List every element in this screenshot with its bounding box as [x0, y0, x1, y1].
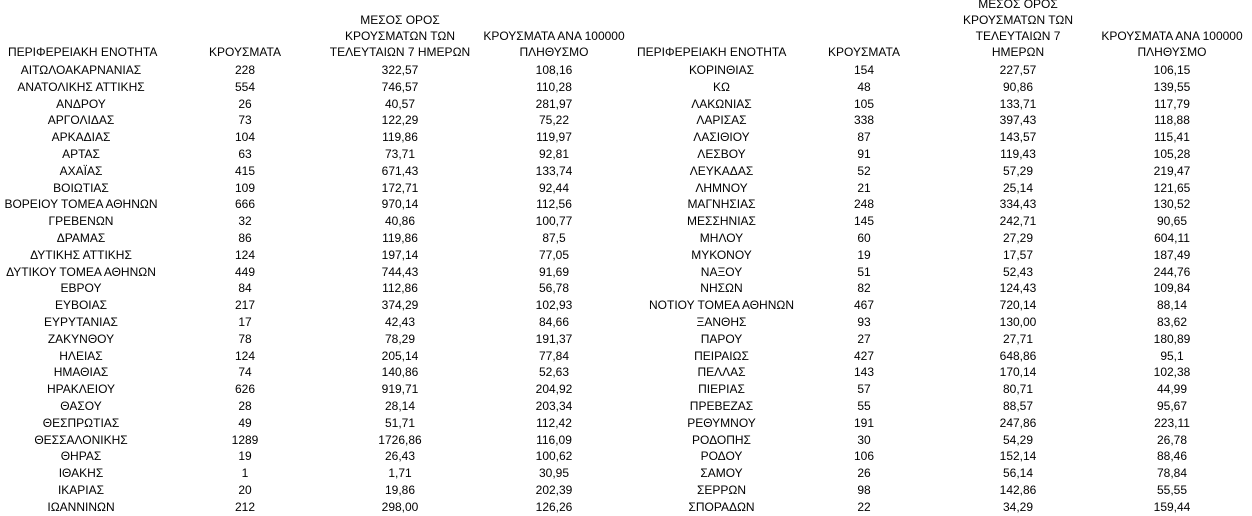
- table-row: [0, 448, 632, 465]
- region-cell: ΔΥΤΙΚΟΥ ΤΟΜΕΑ ΑΘΗΝΩΝ: [6, 264, 156, 279]
- avg-7-days-cell: 1,71: [388, 466, 412, 481]
- table-row: [632, 297, 1252, 314]
- cases-cell: 93: [857, 314, 871, 329]
- avg-7-days-cell: 51,71: [384, 415, 416, 430]
- per-100000-cell: 100,62: [535, 449, 573, 464]
- table-row: [632, 264, 1252, 281]
- avg-7-days-cell: 648,86: [999, 348, 1037, 363]
- avg-7-days-cell: 205,14: [381, 348, 419, 363]
- per-100000-cell: 108,16: [535, 63, 573, 77]
- per-100000-cell: 126,26: [535, 499, 573, 514]
- avg-7-days-cell: 170,14: [999, 365, 1037, 380]
- header-cases: ΚΡΟΥΣΜΑΤΑ: [828, 45, 900, 59]
- per-100000-cell: 88,14: [1156, 298, 1188, 313]
- per-100000-cell: 133,74: [535, 163, 573, 178]
- table-row: [0, 196, 632, 213]
- region-cell: ΣΑΜΟΥ: [700, 466, 743, 481]
- region-cell: ΚΩ: [713, 79, 730, 94]
- avg-7-days-cell: 374,29: [381, 298, 419, 313]
- avg-7-days-cell: 78,29: [384, 331, 416, 346]
- avg-7-days-cell: 746,57: [381, 79, 419, 94]
- region-cell: ΛΑΚΩΝΙΑΣ: [691, 96, 752, 111]
- table-row: [632, 280, 1252, 297]
- region-cell: ΠΡΕΒΕΖΑΣ: [689, 398, 754, 413]
- header-cases-per-100000: ΚΡΟΥΣΜΑΤΑ ΑΝΑ 100000 ΠΛΗΘΥΣΜΟ: [483, 29, 625, 59]
- avg-7-days-cell: 242,71: [999, 214, 1037, 229]
- per-100000-cell: 281,97: [535, 96, 573, 111]
- per-100000-cell: 109,84: [1153, 281, 1191, 296]
- table-row: [0, 129, 632, 146]
- header-cases-per-100000: ΚΡΟΥΣΜΑΤΑ ΑΝΑ 100000 ΠΛΗΘΥΣΜΟ: [1101, 29, 1243, 59]
- per-100000-cell: 106,15: [1153, 63, 1191, 77]
- table-row: [0, 280, 632, 297]
- region-cell: ΗΡΑΚΛΕΙΟΥ: [46, 382, 116, 397]
- table-row: [632, 348, 1252, 365]
- avg-7-days-cell: 27,71: [1002, 331, 1034, 346]
- table-row: [632, 213, 1252, 230]
- avg-7-days-cell: 720,14: [999, 298, 1037, 313]
- table-row: [632, 482, 1252, 499]
- per-100000-cell: 92,81: [538, 146, 570, 161]
- header-region: ΠΕΡΙΦΕΡΕΙΑΚΗ ΕΝΟΤΗΤΑ: [8, 45, 158, 59]
- table-row: [632, 96, 1252, 113]
- table-row: [0, 213, 632, 230]
- cases-cell: 124: [234, 247, 256, 262]
- per-100000-cell: 117,79: [1154, 96, 1190, 111]
- cases-cell: 63: [238, 146, 252, 161]
- region-cell: ΡΟΔΟΥ: [700, 449, 743, 464]
- per-100000-cell: 244,76: [1153, 264, 1191, 279]
- per-100000-cell: 83,62: [1156, 314, 1188, 329]
- region-cell: ΓΡΕΒΕΝΩΝ: [48, 214, 114, 229]
- region-cell: ΑΡΚΑΔΙΑΣ: [51, 130, 111, 145]
- avg-7-days-cell: 80,71: [1002, 382, 1034, 397]
- cases-cell: 467: [853, 298, 875, 313]
- table-row: [632, 331, 1252, 348]
- cases-cell: 1: [241, 466, 249, 481]
- region-cell: ΡΟΔΟΠΗΣ: [692, 432, 751, 447]
- cases-cell: 30: [857, 432, 871, 447]
- avg-7-days-cell: 119,43: [1000, 146, 1036, 161]
- table-row: [632, 314, 1252, 331]
- per-100000-cell: 95,1: [1160, 348, 1184, 363]
- region-cell: ΞΑΝΘΗΣ: [696, 314, 747, 329]
- table-row: [632, 415, 1252, 432]
- right-table-rows: [632, 62, 1252, 516]
- table-row: [632, 180, 1252, 197]
- cases-cell: 28: [238, 398, 252, 413]
- avg-7-days-cell: 744,43: [381, 264, 419, 279]
- per-100000-cell: 26,78: [1156, 432, 1188, 447]
- per-100000-cell: 44,99: [1156, 382, 1188, 397]
- table-row: [632, 62, 1252, 79]
- table-row: [632, 230, 1252, 247]
- table-row: [0, 482, 632, 499]
- per-100000-cell: 88,46: [1156, 449, 1188, 464]
- region-cell: ΙΘΑΚΗΣ: [58, 466, 104, 481]
- avg-7-days-cell: 56,14: [1002, 466, 1034, 481]
- region-cell: ΘΗΡΑΣ: [60, 449, 102, 464]
- table-row: [0, 499, 632, 516]
- region-cell: ΑΡΓΟΛΙΔΑΣ: [47, 113, 115, 128]
- per-100000-cell: 139,55: [1153, 79, 1191, 94]
- region-cell: ΙΚΑΡΙΑΣ: [57, 482, 105, 497]
- per-100000-cell: 180,89: [1153, 331, 1191, 346]
- avg-7-days-cell: 73,71: [384, 146, 416, 161]
- per-100000-cell: 92,44: [538, 180, 570, 195]
- table-row: [632, 448, 1252, 465]
- table-row: [632, 398, 1252, 415]
- table-row: [632, 146, 1252, 163]
- table-row: [632, 381, 1252, 398]
- table-row: [0, 96, 632, 113]
- avg-7-days-cell: 26,43: [384, 449, 416, 464]
- avg-7-days-cell: 133,71: [999, 96, 1037, 111]
- cases-cell: 124: [234, 348, 256, 363]
- per-100000-cell: 77,05: [538, 247, 570, 262]
- header-avg-7-days: ΜΕΣΟΣ ΟΡΟΣ ΚΡΟΥΣΜΑΤΩΝ ΤΩΝ ΤΕΛΕΥΤΑΙΩΝ 7 ΗΜΕΡΩΝ: [329, 13, 471, 59]
- avg-7-days-cell: 172,71: [381, 180, 419, 195]
- region-cell: ΗΜΑΘΙΑΣ: [53, 365, 109, 380]
- header-avg-7-days: ΜΕΣΟΣ ΟΡΟΣ ΚΡΟΥΣΜΑΤΩΝ ΤΩΝ ΤΕΛΕΥΤΑΙΩΝ 7 ΗΜΕΡΩΝ: [962, 0, 1074, 59]
- avg-7-days-cell: 130,00: [999, 314, 1037, 329]
- avg-7-days-cell: 142,86: [999, 482, 1037, 497]
- per-100000-cell: 91,69: [538, 264, 570, 279]
- cases-cell: 57: [857, 382, 871, 397]
- per-100000-cell: 115,41: [1154, 130, 1190, 145]
- cases-cell: 21: [857, 180, 871, 195]
- per-100000-cell: 116,09: [536, 432, 572, 447]
- region-cell: ΡΕΘΥΜΝΟΥ: [687, 415, 756, 430]
- cases-cell: 60: [857, 230, 871, 245]
- header-cases: ΚΡΟΥΣΜΑΤΑ: [209, 45, 281, 59]
- avg-7-days-cell: 124,43: [999, 281, 1037, 296]
- avg-7-days-cell: 34,29: [1002, 499, 1034, 514]
- per-100000-cell: 130,52: [1153, 197, 1191, 212]
- cases-cell: 217: [234, 298, 256, 313]
- region-cell: ΒΟΡΕΙΟΥ ΤΟΜΕΑ ΑΘΗΝΩΝ: [4, 197, 158, 212]
- per-100000-cell: 56,78: [538, 281, 570, 296]
- table-row: [0, 264, 632, 281]
- avg-7-days-cell: 28,14: [384, 398, 416, 413]
- cases-cell: 145: [853, 214, 875, 229]
- avg-7-days-cell: 919,71: [381, 382, 419, 397]
- region-cell: ΜΥΚΟΝΟΥ: [691, 247, 752, 262]
- table-row: [0, 398, 632, 415]
- cases-cell: 84: [238, 281, 252, 296]
- table-row: [0, 465, 632, 482]
- per-100000-cell: 77,84: [538, 348, 570, 363]
- per-100000-cell: 105,28: [1153, 146, 1191, 161]
- avg-7-days-cell: 322,57: [381, 63, 419, 77]
- cases-cell: 109: [234, 180, 256, 195]
- region-cell: ΜΑΓΝΗΣΙΑΣ: [687, 197, 756, 212]
- region-cell: ΝΟΤΙΟΥ ΤΟΜΕΑ ΑΘΗΝΩΝ: [648, 298, 795, 313]
- table-row: [0, 247, 632, 264]
- region-cell: ΛΕΥΚΑΔΑΣ: [689, 163, 754, 178]
- cases-cell: 27: [857, 331, 871, 346]
- region-cell: ΣΠΟΡΑΔΩΝ: [688, 499, 755, 514]
- avg-7-days-cell: 27,29: [1002, 230, 1034, 245]
- region-cell: ΠΕΙΡΑΙΩΣ: [694, 348, 749, 363]
- table-row: [632, 432, 1252, 449]
- right-table: [632, 0, 1252, 515]
- per-100000-cell: 121,65: [1153, 180, 1191, 195]
- avg-7-days-cell: 40,57: [384, 96, 416, 111]
- cases-cell: 98: [857, 482, 871, 497]
- cases-cell: 19: [857, 247, 871, 262]
- region-cell: ΔΡΑΜΑΣ: [56, 230, 106, 245]
- avg-7-days-cell: 334,43: [999, 197, 1037, 212]
- region-cell: ΒΟΙΩΤΙΑΣ: [53, 180, 109, 195]
- avg-7-days-cell: 90,86: [1002, 79, 1034, 94]
- table-row: [632, 129, 1252, 146]
- cases-cell: 106: [853, 449, 875, 464]
- per-100000-cell: 159,44: [1153, 499, 1191, 514]
- per-100000-cell: 30,95: [538, 466, 570, 481]
- region-cell: ΣΕΡΡΩΝ: [696, 482, 747, 497]
- cases-cell: 26: [857, 466, 871, 481]
- per-100000-cell: 95,67: [1156, 398, 1188, 413]
- cases-cell: 48: [857, 79, 871, 94]
- region-cell: ΗΛΕΙΑΣ: [59, 348, 103, 363]
- region-cell: ΜΗΛΟΥ: [699, 230, 744, 245]
- per-100000-cell: 84,66: [538, 314, 570, 329]
- left-table-rows: [0, 62, 632, 516]
- region-cell: ΑΙΤΩΛΟΑΚΑΡΝΑΝΙΑΣ: [20, 63, 142, 77]
- cases-cell: 248: [853, 197, 875, 212]
- cases-cell: 74: [238, 365, 252, 380]
- region-cell: ΕΒΡΟΥ: [60, 281, 102, 296]
- cases-cell: 17: [238, 314, 252, 329]
- table-row: [0, 62, 632, 79]
- table-row: [632, 465, 1252, 482]
- cases-cell: 415: [234, 163, 256, 178]
- cases-cell: 338: [853, 113, 875, 128]
- cases-cell: 626: [234, 382, 256, 397]
- table-row: [0, 146, 632, 163]
- region-cell: ΠΕΛΛΑΣ: [697, 365, 746, 380]
- per-100000-cell: 87,5: [542, 230, 566, 245]
- region-cell: ΠΑΡΟΥ: [700, 331, 743, 346]
- avg-7-days-cell: 112,86: [382, 281, 418, 296]
- cases-cell: 32: [238, 214, 252, 229]
- per-100000-cell: 202,39: [535, 482, 573, 497]
- table-row: [0, 163, 632, 180]
- region-cell: ΠΙΕΡΙΑΣ: [698, 382, 745, 397]
- per-100000-cell: 52,63: [538, 365, 570, 380]
- region-cell: ΕΥΡΥΤΑΝΙΑΣ: [44, 314, 118, 329]
- table-row: [0, 230, 632, 247]
- per-100000-cell: 119,97: [536, 130, 572, 145]
- per-100000-cell: 55,55: [1156, 482, 1188, 497]
- avg-7-days-cell: 122,29: [381, 113, 419, 128]
- per-100000-cell: 75,22: [538, 113, 570, 128]
- avg-7-days-cell: 970,14: [381, 197, 419, 212]
- avg-7-days-cell: 52,43: [1002, 264, 1034, 279]
- avg-7-days-cell: 143,57: [999, 130, 1037, 145]
- table-row: [0, 415, 632, 432]
- region-cell: ΜΕΣΣΗΝΙΑΣ: [687, 214, 756, 229]
- avg-7-days-cell: 54,29: [1002, 432, 1034, 447]
- table-row: [0, 314, 632, 331]
- region-cell: ΛΕΣΒΟΥ: [697, 146, 746, 161]
- table-row: [0, 381, 632, 398]
- table-row: [0, 112, 632, 129]
- cases-cell: 91: [857, 146, 871, 161]
- header-region: ΠΕΡΙΦΕΡΕΙΑΚΗ ΕΝΟΤΗΤΑ: [637, 45, 787, 59]
- cases-cell: 82: [857, 281, 871, 296]
- cases-cell: 449: [234, 264, 256, 279]
- region-cell: ΔΥΤΙΚΗΣ ΑΤΤΙΚΗΣ: [30, 247, 132, 262]
- per-100000-cell: 78,84: [1156, 466, 1188, 481]
- cases-cell: 554: [234, 79, 256, 94]
- table-row: [632, 364, 1252, 381]
- per-100000-cell: 100,77: [535, 214, 573, 229]
- cases-cell: 104: [234, 130, 256, 145]
- per-100000-cell: 191,37: [535, 331, 573, 346]
- cases-cell: 228: [234, 63, 256, 77]
- per-100000-cell: 102,38: [1153, 365, 1191, 380]
- cases-cell: 154: [853, 63, 875, 77]
- region-cell: ΛΑΣΙΘΙΟΥ: [693, 130, 750, 145]
- per-100000-cell: 118,88: [1154, 113, 1190, 128]
- table-row: [632, 499, 1252, 516]
- cases-cell: 22: [857, 499, 871, 514]
- cases-cell: 427: [853, 348, 875, 363]
- region-cell: ΕΥΒΟΙΑΣ: [54, 298, 108, 313]
- avg-7-days-cell: 17,57: [1002, 247, 1034, 262]
- avg-7-days-cell: 57,29: [1002, 163, 1034, 178]
- cases-cell: 212: [234, 499, 256, 514]
- cases-cell: 49: [238, 415, 252, 430]
- region-cell: ΝΗΣΩΝ: [700, 281, 743, 296]
- avg-7-days-cell: 88,57: [1002, 398, 1034, 413]
- per-100000-cell: 604,11: [1154, 230, 1190, 245]
- per-100000-cell: 203,34: [535, 398, 573, 413]
- per-100000-cell: 219,47: [1153, 163, 1191, 178]
- avg-7-days-cell: 119,86: [382, 130, 418, 145]
- region-cell: ΖΑΚΥΝΘΟΥ: [47, 331, 115, 346]
- region-cell: ΚΟΡΙΝΘΙΑΣ: [688, 63, 755, 77]
- table-row: [632, 196, 1252, 213]
- cases-cell: 52: [857, 163, 871, 178]
- avg-7-days-cell: 119,86: [382, 230, 418, 245]
- avg-7-days-cell: 140,86: [381, 365, 419, 380]
- table-row: [632, 163, 1252, 180]
- region-cell: ΑΧΑΪΑΣ: [59, 163, 103, 178]
- region-cell: ΘΑΣΟΥ: [60, 398, 102, 413]
- region-cell: ΑΝΔΡΟΥ: [56, 96, 106, 111]
- region-cell: ΛΑΡΙΣΑΣ: [696, 113, 747, 128]
- region-cell: ΘΕΣΣΑΛΟΝΙΚΗΣ: [34, 432, 128, 447]
- avg-7-days-cell: 298,00: [381, 499, 419, 514]
- avg-7-days-cell: 671,43: [381, 163, 419, 178]
- table-row: [0, 79, 632, 96]
- avg-7-days-cell: 197,14: [381, 247, 419, 262]
- avg-7-days-cell: 19,86: [384, 482, 416, 497]
- per-100000-cell: 223,11: [1154, 415, 1190, 430]
- cases-cell: 666: [234, 197, 256, 212]
- per-100000-cell: 112,42: [536, 415, 572, 430]
- cases-cell: 86: [238, 230, 252, 245]
- cases-cell: 143: [853, 365, 875, 380]
- avg-7-days-cell: 1726,86: [378, 432, 422, 447]
- cases-cell: 20: [238, 482, 252, 497]
- cases-cell: 87: [857, 130, 871, 145]
- avg-7-days-cell: 25,14: [1002, 180, 1034, 195]
- cases-cell: 19: [238, 449, 252, 464]
- cases-cell: 1289: [231, 432, 259, 447]
- region-cell: ΝΑΞΟΥ: [700, 264, 743, 279]
- avg-7-days-cell: 227,57: [999, 63, 1037, 77]
- table-row: [0, 297, 632, 314]
- table-row: [632, 247, 1252, 264]
- cases-cell: 78: [238, 331, 252, 346]
- region-cell: ΛΗΜΝΟΥ: [695, 180, 748, 195]
- cases-cell: 51: [857, 264, 871, 279]
- per-100000-cell: 90,65: [1156, 214, 1188, 229]
- region-cell: ΘΕΣΠΡΩΤΙΑΣ: [42, 415, 120, 430]
- table-row: [632, 112, 1252, 129]
- table-row: [0, 331, 632, 348]
- cases-cell: 26: [238, 96, 252, 111]
- avg-7-days-cell: 247,86: [999, 415, 1037, 430]
- region-cell: ΑΡΤΑΣ: [62, 146, 100, 161]
- cases-cell: 73: [238, 113, 252, 128]
- avg-7-days-cell: 40,86: [384, 214, 416, 229]
- cases-cell: 55: [857, 398, 871, 413]
- per-100000-cell: 204,92: [535, 382, 573, 397]
- per-100000-cell: 112,56: [536, 197, 572, 212]
- table-row: [0, 180, 632, 197]
- cases-cell: 191: [853, 415, 875, 430]
- avg-7-days-cell: 397,43: [999, 113, 1037, 128]
- avg-7-days-cell: 152,14: [999, 449, 1037, 464]
- region-cell: ΑΝΑΤΟΛΙΚΗΣ ΑΤΤΙΚΗΣ: [17, 79, 145, 94]
- region-cell: ΙΩΑΝΝΙΝΩΝ: [47, 499, 115, 514]
- per-100000-cell: 110,28: [536, 79, 572, 94]
- table-row: [0, 348, 632, 365]
- table-row: [0, 364, 632, 381]
- per-100000-cell: 187,49: [1153, 247, 1191, 262]
- table-row: [632, 79, 1252, 96]
- avg-7-days-cell: 42,43: [384, 314, 416, 329]
- table-row: [0, 432, 632, 449]
- cases-cell: 105: [853, 96, 875, 111]
- per-100000-cell: 102,93: [535, 298, 573, 313]
